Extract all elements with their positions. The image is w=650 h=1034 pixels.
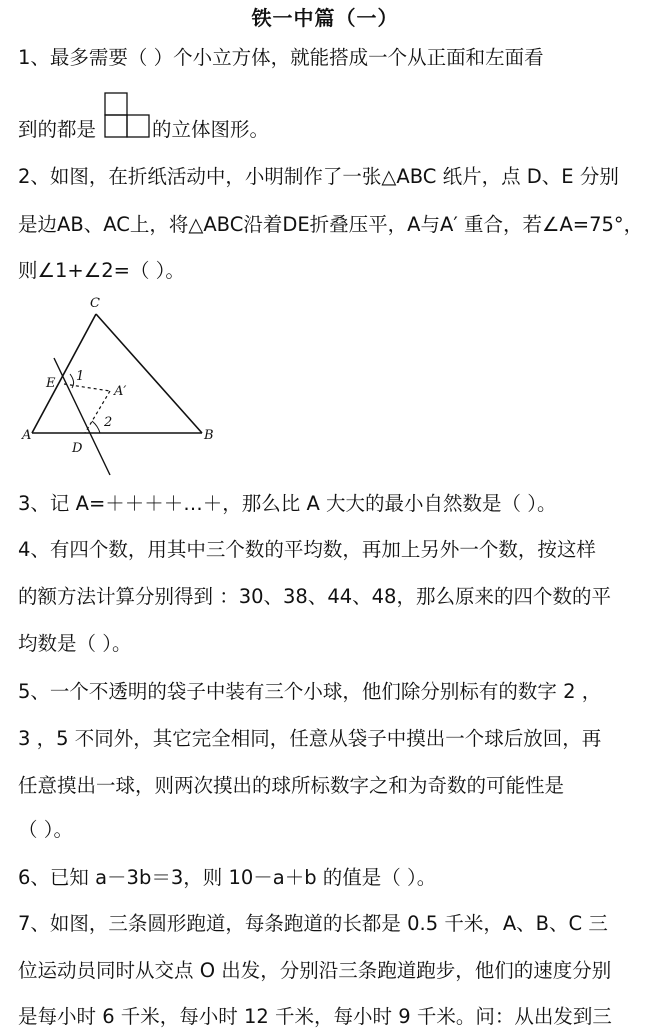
label-C: C: [90, 296, 100, 311]
q5-line1: 5、一个不透明的袋子中装有三个小球，他们除分别标有的数字 2 ，: [18, 680, 602, 703]
label-2: 2: [104, 415, 113, 430]
q7-line3: 是每小时 6 千米，每小时 12 千米，每小时 9 千米。问：从出发到三: [18, 1005, 612, 1028]
q5-line3: 任意摸出一球，则两次摸出的球所标数字之和为奇数的可能性是: [18, 774, 565, 797]
q1-line2-end: 的立体图形。: [152, 118, 270, 141]
shape-view-icon: [104, 92, 150, 138]
q4-line2: 的额方法计算分别得到 ：30、38、44、48，那么原来的四个数的平: [18, 585, 611, 608]
label-D: D: [72, 441, 83, 456]
q3-line1: 3、记 A=＋＋＋＋…＋，那么比 A 大大的最小自然数是（ ）。: [18, 492, 557, 515]
label-E: E: [46, 376, 56, 391]
label-A: A: [22, 428, 32, 443]
q4-line1: 4、有四个数，用其中三个数的平均数，再加上另外一个数，按这样: [18, 538, 596, 561]
q7-line1: 7、如图，三条圆形跑道，每条跑道的长都是 0.5 千米，A、B、C 三: [18, 912, 608, 935]
triangle-fold-figure: [16, 292, 226, 482]
q5-line2: 3 ，5 不同外，其它完全相同，任意从袋子中摸出一个球后放回，再: [18, 727, 602, 750]
q5-line4: （ ）。: [18, 818, 73, 841]
q6-line1: 6、已知 a－3b＝3，则 10－a＋b 的值是（ ）。: [18, 866, 437, 889]
q4-line3: 均数是（ ）。: [18, 632, 132, 655]
label-A-prime: A′: [114, 384, 127, 399]
q2-line3: 则∠1+∠2=（ ）。: [18, 259, 185, 282]
page-title: 铁一中篇（一）: [251, 6, 399, 30]
q2-line2: 是边AB、AC上，将△ABC沿着DE折叠压平，A与A′ 重合，若∠A=75°，: [18, 213, 644, 236]
label-B: B: [204, 428, 214, 443]
label-1: 1: [76, 369, 85, 384]
q1-line2-start: 到的都是: [18, 118, 97, 141]
q1-line1: 1、最多需要（ ）个小立方体，就能搭成一个从正面和左面看: [18, 46, 544, 69]
q7-line2: 位运动员同时从交点 O 出发，分别沿三条跑道跑步，他们的速度分别: [18, 959, 612, 982]
q2-line1: 2、如图，在折纸活动中，小明制作了一张△ABC 纸片，点 D、E 分别: [18, 165, 619, 188]
